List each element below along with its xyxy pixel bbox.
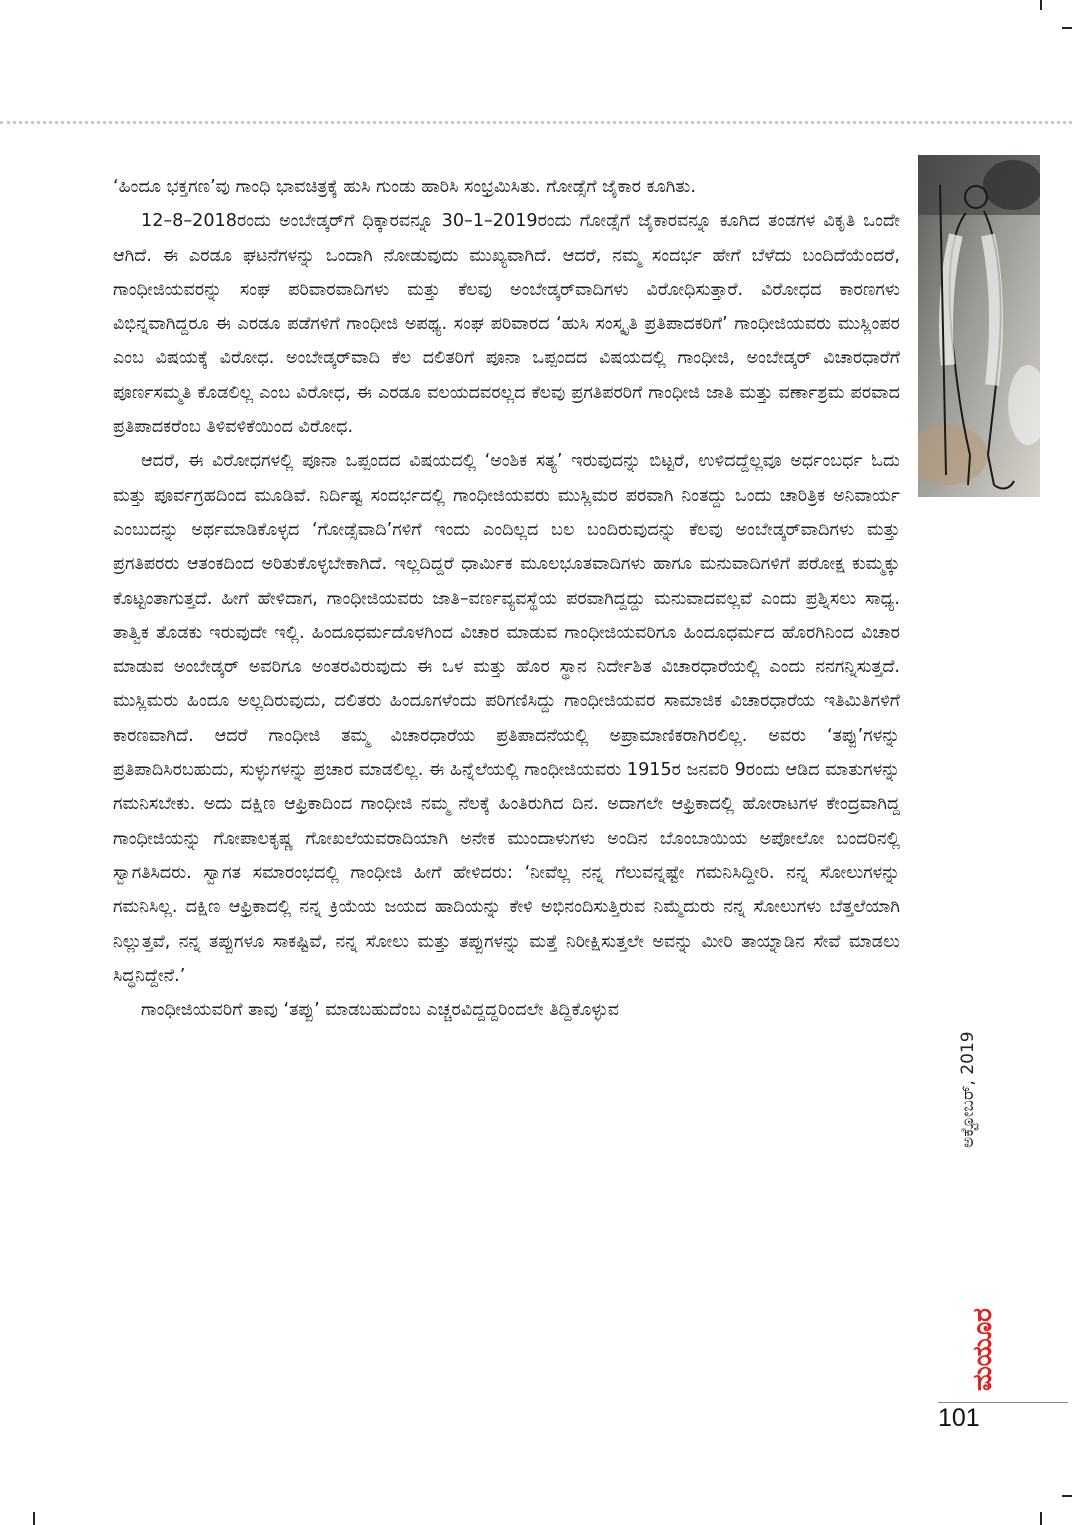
article-paragraph: ಗಾಂಧೀಜಿಯವರಿಗೆ ತಾವು ‘ತಪ್ಪು’ ಮಾಡಬಹುದೆಂಬ ಎಚ್ಚರವಿದ್ದದ್ದರಿಂದಲೇ ತಿದ್ದಿಕೊಳ್ಳುವ	[141, 1000, 620, 1021]
crop-mark-bottom-left	[33, 1512, 35, 1525]
folio-rule	[938, 1402, 1068, 1403]
issue-date-text: ಅಕ್ಟೋಬರ್, 2019	[958, 1031, 978, 1148]
article-body	[113, 170, 900, 1027]
article-paragraph: ಆದರೆ, ಈ ವಿರೋಧಗಳಲ್ಲಿ ಪೂನಾ ಒಪ್ಪಂದದ ವಿಷಯದಲ್ಲಿ ‘ಅಂಶಿಕ ಸತ್ಯ’ ಇರುವುದನ್ನು ಬಿಟ್ಟರೆ, ಉಳಿದದ್ದೆಲ್ಲವೂ ಅರ್ಧಂಬರ್ಧ ಓದು ಮತ್ತು ಪೂರ್ವಗ್ರಹದಿಂದ ಮೂಡಿವೆ. ನಿರ್ದಿಷ್ಟ ಸಂದರ್ಭದಲ್ಲಿ ಗಾಂಧೀಜಿಯವರು ಮುಸ್ಲಿಮರ ಪರವಾಗಿ ನಿಂತದ್ದು ಒಂದು ಚಾರಿತ್ರಿಕ ಅನಿವಾರ್ಯ ಎಂಬುದನ್ನು ಅರ್ಥಮಾಡಿಕೊಳ್ಳದ ‘ಗೋಡ್ಸೆವಾದಿ’ಗಳಿಗೆ ಇಂದು ಎಂದಿಲ್ಲದ ಬಲ ಬಂದಿರುವುದನ್ನು ಕೆಲವು ಅಂಬೇಡ್ಕರ್‌ವಾದಿಗಳು ಮತ್ತು ಪ್ರಗತಿಪರರು ಆತಂಕದಿಂದ ಅರಿತುಕೊಳ್ಳಬೇಕಾಗಿದೆ. ಇಲ್ಲದಿದ್ದರೆ ಧಾರ್ಮಿಕ ಮೂಲಭೂತವಾದಿಗಳು ಹಾಗೂ ಮನುವಾದಿಗಳಿಗೆ ಪರೋಕ್ಷ ಕುಮ್ಮಕ್ಕು ಕೊಟ್ಟಂತಾಗುತ್ತದೆ. ಹೀಗೆ ಹೇಳಿದಾಗ, ಗಾಂಧೀಜಿಯವರು ಜಾತಿ–ವರ್ಣವ್ಯವಸ್ಥೆಯ ಪರವಾಗಿದ್ದದ್ದು ಮನುವಾದವಲ್ಲವೆ ಎಂದು ಪ್ರಶ್ನಿಸಲು ಸಾಧ್ಯ. ತಾತ್ವಿಕ ತೊಡಕು ಇರುವುದೇ ಇಲ್ಲಿ. ಹಿಂದೂಧರ್ಮದೊಳಗಿಂದ ವಿಚಾರ ಮಾಡುವ ಗಾಂಧೀಜಿಯವರಿಗೂ ಹಿಂದೂಧರ್ಮದ ಹೊರಗಿನಿಂದ ವಿಚಾರ ಮಾಡುವ ಅಂಬೇಡ್ಕರ್ ಅವರಿಗೂ ಅಂತರವಿರುವುದು ಈ ಒಳ ಮತ್ತು ಹೊರ ಸ್ಥಾನ ನಿರ್ದೇಶಿತ ವಿಚಾರಧಾರೆಯಲ್ಲಿ ಎಂದು ನನಗನ್ನಿಸುತ್ತದೆ. ಮುಸ್ಲಿಮರು ಹಿಂದೂ ಅಲ್ಲದಿರುವುದು, ದಲಿತರು ಹಿಂದೂಗಳೆಂದು ಪರಿಗಣಿಸಿದ್ದು ಗಾಂಧೀಜಿಯವರ ಸಾಮಾಜಿಕ ವಿಚಾರಧಾರೆಯ ಇತಿಮಿತಿಗಳಿಗೆ ಕಾರಣವಾಗಿದೆ. ಆದರೆ ಗಾಂಧೀಜಿ ತಮ್ಮ ವಿಚಾರಧಾರೆಯ ಪ್ರತಿಪಾದನೆಯಲ್ಲಿ ಅಪ್ರಾಮಾಣಿಕರಾಗಿರಲಿಲ್ಲ. ಅವರು ‘ತಪ್ಪು’ಗಳನ್ನು ಪ್ರತಿಪಾದಿಸಿರಬಹುದು, ಸುಳ್ಳುಗಳನ್ನು ಪ್ರಚಾರ ಮಾಡಲಿಲ್ಲ. ಈ ಹಿನ್ನೆಲೆಯಲ್ಲಿ ಗಾಂಧೀಜಿಯವರು 1915ರ ಜನವರಿ 9ರಂದು ಆಡಿದ ಮಾತುಗಳನ್ನು ಗಮನಿಸಬೇಕು. ಅದು ದಕ್ಷಿಣ ಆಫ್ರಿಕಾದಿಂದ ಗಾಂಧೀಜಿ ನಮ್ಮ ನೆಲಕ್ಕೆ ಹಿಂತಿರುಗಿದ ದಿನ. ಅದಾಗಲೇ ಆಫ್ರಿಕಾದಲ್ಲಿ ಹೋರಾಟಗಳ ಕೇಂದ್ರವಾಗಿದ್ದ ಗಾಂಧೀಜಿಯನ್ನು ಗೋಪಾಲಕೃಷ್ಣ ಗೋಖಲೆಯವರಾದಿಯಾಗಿ ಅನೇಕ ಮುಂದಾಳುಗಳು ಅಂದಿನ ಬೊಂಬಾಯಿಯ ಅಪೋಲೋ ಬಂದರಿನಲ್ಲಿ ಸ್ವಾಗತಿಸಿದರು. ಸ್ವಾಗತ ಸಮಾರಂಭದಲ್ಲಿ ಗಾಂಧೀಜಿ ಹೀಗೆ ಹೇಳಿದರು: ‘ನೀವೆಲ್ಲ ನನ್ನ ಗೆಲುವನ್ನಷ್ಟೇ ಗಮನಿಸಿದ್ದೀರಿ. ನನ್ನ ಸೋಲುಗಳನ್ನು ಗಮನಿಸಿಲ್ಲ. ದಕ್ಷಿಣ ಆಫ್ರಿಕಾದಲ್ಲಿ ನನ್ನ ಕ್ರಿಯೆಯ ಜಯದ ಹಾದಿಯನ್ನು ಕೇಳಿ ಅಭಿನಂದಿಸುತ್ತಿರುವ ನಿಮ್ಮೆದುರು ನನ್ನ ಸೋಲುಗಳು ಬೆತ್ತಲೆಯಾಗಿ ನಿಲ್ಲುತ್ತವೆ, ನನ್ನ ತಪ್ಪುಗಳೂ ಸಾಕಷ್ಟಿವೆ, ನನ್ನ ಸೋಲು ಮತ್ತು ತಪ್ಪುಗಳನ್ನು ಮತ್ತೆ ನಿರೀಕ್ಷಿಸುತ್ತಲೇ ಅವನ್ನು ಮೀರಿ ತಾಯ್ನಾಡಿನ ಸೇವೆ ಮಾಡಲು ಸಿದ್ಧನಿದ್ದೇನೆ.’	[113, 451, 900, 986]
article-paragraph: 12–8–2018ರಂದು ಅಂಬೇಡ್ಕರ್‌ಗೆ ಧಿಕ್ಕಾರವನ್ನೂ 30–1–2019ರಂದು ಗೋಡ್ಸೆಗೆ ಜೈಕಾರವನ್ನೂ ಕೂಗಿದ ತಂಡಗಳ ವಿಕೃತಿ ಒಂದೇ ಆಗಿದೆ. ಈ ಎರಡೂ ಘಟನೆಗಳನ್ನು ಒಂದಾಗಿ ನೋಡುವುದು ಮುಖ್ಯವಾಗಿದೆ. ಆದರೆ, ನಮ್ಮ ಸಂದರ್ಭ ಹೇಗೆ ಬೆಳೆದು ಬಂದಿದೆಯೆಂದರೆ, ಗಾಂಧೀಜಿಯವರನ್ನು ಸಂಘ ಪರಿವಾರವಾದಿಗಳು ಮತ್ತು ಕೆಲವು ಅಂಬೇಡ್ಕರ್‌ವಾದಿಗಳು ವಿರೋಧಿಸುತ್ತಾರೆ. ವಿರೋಧದ ಕಾರಣಗಳು ವಿಭಿನ್ನವಾಗಿದ್ದರೂ ಈ ಎರಡೂ ಪಡೆಗಳಿಗೆ ಗಾಂಧೀಜಿ ಅಪಥ್ಯ. ಸಂಘ ಪರಿವಾರದ ‘ಹುಸಿ ಸಂಸ್ಕೃತಿ ಪ್ರತಿಪಾದಕರಿಗೆ’ ಗಾಂಧೀಜಿಯವರು ಮುಸ್ಲಿಂಪರ ಎಂಬ ವಿಷಯಕ್ಕೆ ವಿರೋಧ. ಅಂಬೇಡ್ಕರ್‌ವಾದಿ ಕೆಲ ದಲಿತರಿಗೆ ಪೂನಾ ಒಪ್ಪಂದದ ವಿಷಯದಲ್ಲಿ ಗಾಂಧೀಜಿ, ಅಂಬೇಡ್ಕರ್ ವಿಚಾರಧಾರೆಗೆ ಪೂರ್ಣಸಮ್ಮತಿ ಕೊಡಲಿಲ್ಲ ಎಂಬ ವಿರೋಧ, ಈ ಎರಡೂ ವಲಯದವರಲ್ಲದ ಕೆಲವು ಪ್ರಗತಿಪರರಿಗೆ ಗಾಂಧೀಜಿ ಜಾತಿ ಮತ್ತು ವರ್ಣಾಶ್ರಮ ಪರವಾದ ಪ್ರತಿಪಾದಕರೆಂಬ ತಿಳಿವಳಿಕೆಯಿಂದ ವಿರೋಧ.	[113, 211, 900, 438]
page-number: 101	[938, 1404, 980, 1432]
magazine-logo	[938, 1265, 998, 1395]
gandhi-sketch-icon	[918, 155, 1040, 497]
crop-mark-bottom-right	[1040, 1512, 1042, 1525]
crop-mark-right-bottom	[1062, 1495, 1072, 1497]
magazine-logo-text: ಮಯೂರ	[968, 1308, 998, 1391]
article-paragraph: ‘ಹಿಂದೂ ಭಕ್ತಗಣ’ವು ಗಾಂಧಿ ಭಾವಚಿತ್ರಕ್ಕೆ ಹುಸಿ ಗುಂಡು ಹಾರಿಸಿ ಸಂಭ್ರಮಿಸಿತು. ಗೋಡ್ಸೆಗೆ ಜೈಕಾರ ಕೂಗಿತು.	[113, 177, 696, 197]
crop-mark-right-top	[1062, 27, 1072, 29]
header-dotted-rule	[0, 121, 1072, 124]
crop-mark-top-right	[1040, 0, 1042, 10]
